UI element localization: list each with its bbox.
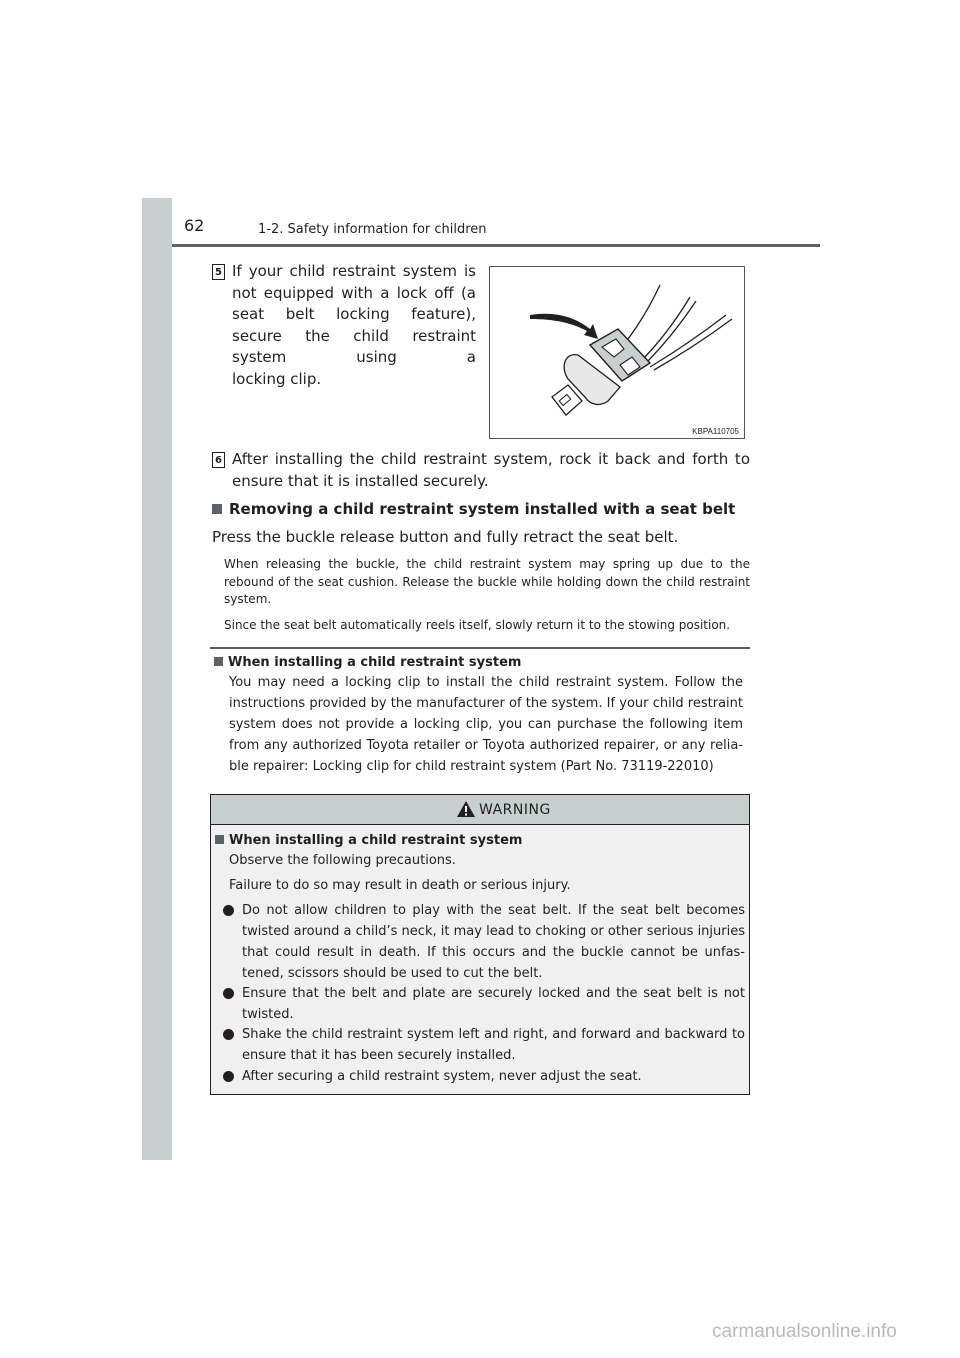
step-5-text bbox=[232, 261, 476, 390]
removing-note-1: When releasing the buckle, the child restraint system may spring up due to the rebound of the seat cushion. Release the buckle while holding down the child restraint system. bbox=[224, 557, 750, 606]
warning-triangle-icon bbox=[456, 800, 476, 818]
warning-box bbox=[210, 794, 750, 1095]
step-5-badge: 5 bbox=[212, 264, 225, 280]
warning-bullet-2 bbox=[223, 983, 745, 1025]
locking-clip-figure bbox=[489, 266, 745, 439]
warning-bullet-1 bbox=[223, 900, 745, 984]
section-title: 1-2. Safety information for children bbox=[258, 222, 487, 237]
removing-heading-text: Removing a child restraint system installed with a seat belt bbox=[229, 500, 736, 518]
warning-bullet-3-text: Shake the child restraint system left and right, and forward and backward to ensure that it has been securely installed. bbox=[242, 1027, 745, 1063]
side-band bbox=[142, 198, 172, 1160]
warning-line-1: Observe the following precautions. bbox=[229, 853, 456, 868]
warning-heading bbox=[215, 833, 522, 848]
square-bullet-icon bbox=[214, 657, 223, 666]
bullet-dot-icon bbox=[223, 905, 234, 916]
watermark: carmanualsonline.info bbox=[712, 1321, 897, 1342]
warning-bullet-3 bbox=[223, 1024, 745, 1066]
step-6-badge: 6 bbox=[212, 452, 225, 468]
warning-bullet-2-text: Ensure that the belt and plate are securely locked and the seat belt is not twisted. bbox=[242, 986, 745, 1022]
step-5-text-last: locking clip. bbox=[232, 369, 322, 388]
page-number: 62 bbox=[184, 216, 205, 235]
info-body: You may need a locking clip to install the child restraint system. Follow the instructions provided by the manufacturer of the system. If your child restraint system does not provide a locking clip, you can purchase the following item from any authorized Toyota retailer or Toyota authorized repairer, or any relia-ble repairer: Locking clip for child restraint system (Part No. 73119-22010) bbox=[229, 675, 743, 774]
info-heading bbox=[214, 655, 521, 670]
warning-title: WARNING bbox=[479, 802, 551, 818]
warning-line-2: Failure to do so may result in death or serious injury. bbox=[229, 878, 571, 893]
warning-bullet-4 bbox=[223, 1066, 745, 1087]
step-6-text: After installing the child restraint system, rock it back and forth to ensure that it is installed securely. bbox=[232, 450, 750, 490]
square-bullet-icon bbox=[215, 835, 224, 844]
warning-header bbox=[211, 795, 749, 825]
removing-heading bbox=[212, 500, 735, 518]
warning-bullet-1-text: Do not allow children to play with the seat belt. If the seat belt becomes twisted around a child’s neck, it may lead to choking or other serious injuries that could result in death. If this occurs and the buckle cannot be unfas-tened, scissors should be used to cut the belt. bbox=[242, 903, 745, 981]
removing-instruction: Press the buckle release button and fully retract the seat belt. bbox=[212, 528, 679, 546]
info-heading-text: When installing a child restraint system bbox=[228, 655, 522, 670]
bullet-dot-icon bbox=[223, 1029, 234, 1040]
locking-clip-illustration bbox=[490, 267, 744, 438]
header-rule bbox=[172, 244, 820, 247]
info-rule bbox=[210, 647, 750, 649]
removing-note-2: Since the seat belt automatically reels itself, slowly return it to the stowing position. bbox=[224, 618, 731, 632]
warning-bullet-4-text: After securing a child restraint system, never adjust the seat. bbox=[242, 1069, 642, 1084]
bullet-dot-icon bbox=[223, 1071, 234, 1082]
square-bullet-icon bbox=[212, 504, 222, 514]
step-5-text-main: If your child restraint system is not equipped with a lock off (a seat belt locking feature), secure the child restraint system using a bbox=[232, 262, 476, 366]
warning-heading-text: When installing a child restraint system bbox=[229, 833, 523, 848]
bullet-dot-icon bbox=[223, 988, 234, 999]
figure-code: KBPA110705 bbox=[692, 427, 739, 436]
